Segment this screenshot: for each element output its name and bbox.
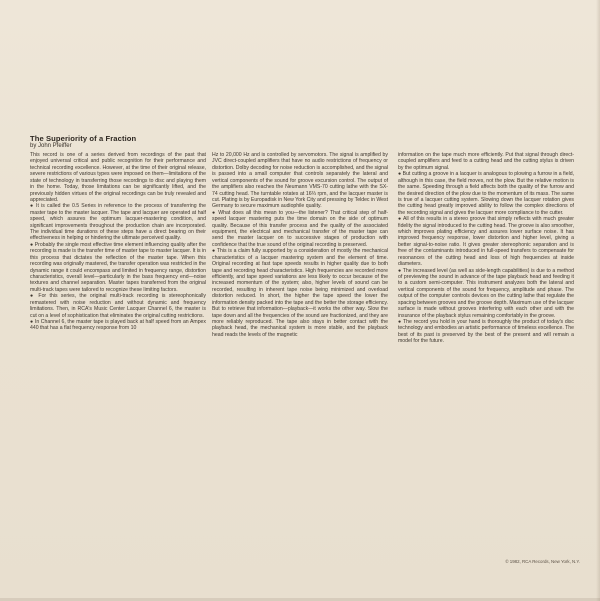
copyright-notice: © 1982, RCA Records, New York, N.Y. (505, 559, 580, 564)
paragraph: This record is one of a series derived from recordings of the past that enjoyed universal critical and public recognition for their performance and technical recording excellence. However, at the time of their original release, severe restrictions of various types were imposed on them—limitations of the state of technology in transferring those recordings to disc and playing them in the home. Today, those limitations can be significantly lifted, and the previously hidden virtues of the original recordings can be truly revealed and appreciated. (30, 152, 206, 203)
paragraph: ● Probably the single most effective time element influencing quality after the recording is made is the transfer time of master tape to master lacquer. It is in this process that dictates the reflection of the master tape. When this recording was originally mastered, the transfer operation was restricted in the dynamic range it could encompass and limited in frequency range, distortion characteristics, overall level—particularly in the bass frequency end—noise textures and channel separation. Master tapes transferred from the original multi-track tapes were tailored to recognize these limiting factors. (30, 241, 206, 293)
paragraph: ● In Channel 6, the master tape is played back at half speed from an Ampex 440 that has a flat frequency response from 10 (30, 318, 206, 332)
article-byline: by John Pfeiffer (30, 143, 72, 149)
sleeve-edge-shadow (596, 0, 600, 601)
article-title: The Superiority of a Fraction (30, 134, 137, 143)
paragraph: ● This is a claim fully supported by a consideration of mostly the mechanical characteristics of a lacquer mastering system and the element of time. Original recording at fast tape speeds results in higher quality due to both tape and recording head characteristics. High frequencies are recorded more efficiently, and tape speed variations are less likely to occur because of the increased momentum of the system; also, higher levels of sound can be recorded, resulting in inherent tape noise being minimized and overload distortion reduced. In short, the higher the tape speed the lower the information density packed into the tape and the better the storage efficiency. But to retrieve that information—playback—it works the other way. Slow the tape down and all the frequencies of the sound are fractionized, and they are more reliably reproduced. The tape also stays in better contact with the playback head, the mechanical system is more stable, and the playback head reads the levels of the magnetic (212, 248, 388, 338)
paragraph: ● But cutting a groove in a lacquer is analogous to plowing a furrow in a field, although in this case, the field moves, not the plow. But the relative motion is the same. Speeding through a field affects both the quality of the furrow and the desired direction of the plow due to the momentum of its mass. The same is true of a lacquer cutting system. Slowing down the lacquer rotation gives the cutting head greatly improved ability to follow the complex directions of the recording signal and gives the lacquer more compliance to the cutter. (398, 171, 574, 216)
text-column-3 (398, 152, 574, 345)
paragraph: ● For this series, the original multi-track recording is stereophonically remastered with noise reduction and without dynamic and frequency limitations. Then, in RCA's Music Center Lacquer Channel 6, the master is cut on a level of sophistication that eliminates the original cutting restrictions. (30, 293, 206, 319)
paragraph: information on the tape much more efficiently. Put that signal through direct-coupled amplifiers and feed to a cutting head and the cutting stylus is driven by the optimum signal. (398, 152, 574, 171)
paragraph: ● The increased level (as well as side-length capabilities) is due to a method of previewing the sound in advance of the tape playback head and feeding it to a custom semi-computer. This instrument analyzes both the lateral and vertical components of the sound for frequency, amplitude and phase. The output of the computer controls devices on the cutting lathe that regulate the spacing between grooves and the groove depth. Maximum use of the lacquer surface is made without grooves interfering with each other and with the insurance of the playback stylus remaining comfortably in the groove. (398, 267, 574, 319)
text-column-1 (30, 152, 206, 332)
paragraph: ● What does all this mean to you—the listener? That critical step of half-speed lacquer mastering puts the time domain on the side of optimum quality. Because of this transfer process and the quality of the associated equipment, the electrical and mechanical transfer of the master tape can send the master lacquer on to successive stages of production with confidence that the true sound of the original recording is preserved. (212, 209, 388, 248)
paragraph: ● All of this results in a stereo groove that simply reflects with much greater fidelity the signal introduced to the cutting head. The groove is also smoother, which improves plating efficiency and assures lower surface noise. It has improved frequency response, lower distortion and higher level, giving a better signal-to-noise ratio. It gives greater stereophonic separation and is free of the contaminants introduced in full-speed transfers to compensate for resonances of the cutting head and loss of high frequencies at inside diameters. (398, 216, 574, 268)
paragraph: ● It is called the 0.5 Series in reference to the process of transferring the master tape to the master lacquer. The tape and lacquer are operated at half speed, which assures the optimum lacquer-mastering condition, and significant improvements throughout the production chain are incorporated. The individual time durations of these steps have a direct bearing on their effectiveness in helping or hindering the ultimate perceived quality. (30, 203, 206, 242)
paragraph: Hz to 20,000 Hz and is controlled by servomotors. The signal is amplified by JVC direct-coupled amplifiers that have no audio restrictions of frequency or distortion. Dolby decoding for noise reduction is accomplished, and the signal is passed into a small computer that controls separately the lateral and vertical components of the sound for groove excursion control. The output of the amplifiers also reaches the Neumann VMS-70 cutting lathe with the SX-74 cutting head. The turntable rotates at 16⅔ rpm, and the lacquer master is cut. Plating is by Europadisk in New York City and pressing by Teldec in West Germany to secure maximum audiophile quality. (212, 152, 388, 210)
paragraph: ● The record you hold in your hand is thoroughly the product of today's disc technology and embodies an artistic performance of timeless excellence. The best of its past is preserved by the best of the present and will remain a model for the future. (398, 318, 574, 345)
text-column-2 (212, 152, 388, 338)
